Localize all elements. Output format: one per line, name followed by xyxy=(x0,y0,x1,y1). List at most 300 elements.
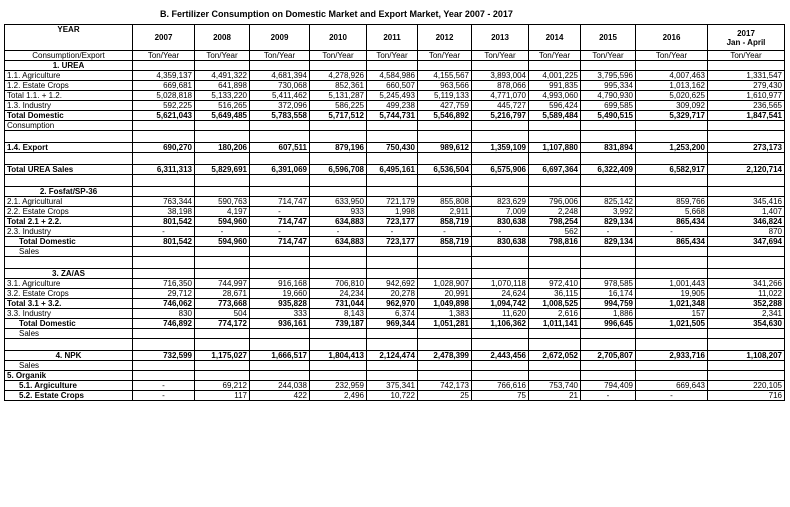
value-cell xyxy=(367,121,418,131)
row-label: 4. NPK xyxy=(5,351,133,361)
value-cell xyxy=(636,247,708,257)
table-row xyxy=(5,279,785,289)
value-cell: 4,790,930 xyxy=(581,91,636,101)
value-cell xyxy=(636,175,708,187)
value-cell xyxy=(472,371,529,381)
value-cell: 732,599 xyxy=(133,351,195,361)
table-row xyxy=(5,309,785,319)
value-cell: 4,155,567 xyxy=(418,71,472,81)
value-cell xyxy=(472,153,529,165)
row-label: 5. Organik xyxy=(5,371,133,381)
value-cell: 5,546,892 xyxy=(418,111,472,121)
value-cell: 823,629 xyxy=(472,197,529,207)
row-label: Total Domestic xyxy=(5,111,133,121)
value-cell: - xyxy=(133,381,195,391)
year-cell xyxy=(708,25,785,51)
value-cell: 714,747 xyxy=(250,197,310,207)
value-cell xyxy=(529,339,581,351)
value-cell: 6,536,504 xyxy=(418,165,472,175)
value-cell: 6,374 xyxy=(367,309,418,319)
fertilizer-table xyxy=(4,24,785,401)
value-cell: 1,106,362 xyxy=(472,319,529,329)
value-cell: 6,322,409 xyxy=(581,165,636,175)
value-cell xyxy=(529,257,581,269)
value-cell: - xyxy=(581,391,636,401)
table-row xyxy=(5,153,785,165)
value-cell xyxy=(133,339,195,351)
value-cell: 4,584,986 xyxy=(367,71,418,81)
value-cell xyxy=(472,175,529,187)
value-cell: 1,804,413 xyxy=(310,351,367,361)
value-cell: 634,883 xyxy=(310,237,367,247)
value-cell xyxy=(133,269,195,279)
value-cell xyxy=(472,269,529,279)
value-cell: 5,020,625 xyxy=(636,91,708,101)
value-cell: - xyxy=(133,227,195,237)
value-cell: 1,175,027 xyxy=(195,351,250,361)
value-cell: 5,783,558 xyxy=(250,111,310,121)
value-cell xyxy=(133,61,195,71)
value-cell: 1,021,505 xyxy=(636,319,708,329)
value-cell: 1,107,880 xyxy=(529,143,581,153)
value-cell: 499,238 xyxy=(367,101,418,111)
row-label: Total Domestic xyxy=(5,319,133,329)
value-cell: 24,624 xyxy=(472,289,529,299)
value-cell xyxy=(636,61,708,71)
table-row xyxy=(5,319,785,329)
value-cell: 3,893,004 xyxy=(472,71,529,81)
value-cell: 825,142 xyxy=(581,197,636,207)
value-cell: 714,747 xyxy=(250,217,310,227)
value-cell: 180,206 xyxy=(195,143,250,153)
value-cell xyxy=(310,61,367,71)
value-cell: 445,727 xyxy=(472,101,529,111)
value-cell xyxy=(133,257,195,269)
value-cell: 7,009 xyxy=(472,207,529,217)
value-cell: 427,759 xyxy=(418,101,472,111)
value-cell: 1,359,109 xyxy=(472,143,529,153)
row-label: 5.1. Argiculture xyxy=(5,381,133,391)
value-cell xyxy=(195,257,250,269)
value-cell xyxy=(133,153,195,165)
value-cell xyxy=(310,371,367,381)
value-cell: 801,542 xyxy=(133,217,195,227)
value-cell: 5,028,818 xyxy=(133,91,195,101)
value-cell xyxy=(472,361,529,371)
value-cell xyxy=(367,257,418,269)
value-cell: - xyxy=(133,391,195,401)
value-cell: 858,719 xyxy=(418,237,472,247)
value-cell xyxy=(310,269,367,279)
unit-cell: Ton/Year xyxy=(529,51,581,61)
value-cell: 773,668 xyxy=(195,299,250,309)
value-cell xyxy=(708,175,785,187)
value-cell: 933 xyxy=(310,207,367,217)
value-cell: 6,391,069 xyxy=(250,165,310,175)
value-cell: 592,225 xyxy=(133,101,195,111)
table-row xyxy=(5,111,785,121)
value-cell: 1,094,742 xyxy=(472,299,529,309)
value-cell: 590,763 xyxy=(195,197,250,207)
value-cell xyxy=(708,131,785,143)
table-row xyxy=(5,237,785,247)
value-cell xyxy=(250,153,310,165)
value-cell xyxy=(708,269,785,279)
value-cell xyxy=(708,361,785,371)
value-cell: 5,490,515 xyxy=(581,111,636,121)
value-cell xyxy=(195,131,250,143)
value-cell: 4,681,394 xyxy=(250,71,310,81)
value-cell: 4,278,926 xyxy=(310,71,367,81)
row-label xyxy=(5,339,133,351)
value-cell: 516,265 xyxy=(195,101,250,111)
value-cell xyxy=(418,247,472,257)
unit-cell: Ton/Year xyxy=(636,51,708,61)
value-cell: 36,115 xyxy=(529,289,581,299)
value-cell: 5,649,485 xyxy=(195,111,250,121)
year-header: YEAR xyxy=(5,25,133,51)
value-cell: 641,898 xyxy=(195,81,250,91)
value-cell xyxy=(250,187,310,197)
value-cell: 5,829,691 xyxy=(195,165,250,175)
value-cell: - xyxy=(250,227,310,237)
value-cell xyxy=(133,361,195,371)
value-cell: 865,434 xyxy=(636,237,708,247)
value-cell xyxy=(636,153,708,165)
value-cell xyxy=(250,131,310,143)
value-cell: 699,585 xyxy=(581,101,636,111)
value-cell: 372,096 xyxy=(250,101,310,111)
value-cell xyxy=(418,339,472,351)
value-cell: 594,960 xyxy=(195,217,250,227)
value-cell: 117 xyxy=(195,391,250,401)
value-cell: 5,131,287 xyxy=(310,91,367,101)
table-row xyxy=(5,299,785,309)
value-cell: 5,717,512 xyxy=(310,111,367,121)
value-cell: - xyxy=(250,207,310,217)
table-row xyxy=(5,207,785,217)
value-cell: 690,270 xyxy=(133,143,195,153)
value-cell xyxy=(472,247,529,257)
value-cell xyxy=(529,247,581,257)
value-cell xyxy=(636,269,708,279)
value-cell xyxy=(367,187,418,197)
value-cell xyxy=(310,329,367,339)
table-row xyxy=(5,143,785,153)
value-cell: 5,411,462 xyxy=(250,91,310,101)
value-cell xyxy=(418,257,472,269)
row-label: Total UREA Sales xyxy=(5,165,133,175)
value-cell: 1,253,200 xyxy=(636,143,708,153)
value-cell: 794,409 xyxy=(581,381,636,391)
unit-cell: Ton/Year xyxy=(708,51,785,61)
table-row xyxy=(5,121,785,131)
value-cell: 2,248 xyxy=(529,207,581,217)
row-label: 5.2. Estate Crops xyxy=(5,391,133,401)
value-cell xyxy=(195,247,250,257)
row-label xyxy=(5,257,133,269)
value-cell: 3,795,596 xyxy=(581,71,636,81)
value-cell: 75 xyxy=(472,391,529,401)
value-cell: 739,187 xyxy=(310,319,367,329)
row-label: 3. ZA/AS xyxy=(5,269,133,279)
value-cell xyxy=(310,339,367,351)
value-cell: 4,491,322 xyxy=(195,71,250,81)
value-cell: 1,021,348 xyxy=(636,299,708,309)
value-cell: 4,007,463 xyxy=(636,71,708,81)
value-cell: 942,692 xyxy=(367,279,418,289)
value-cell: 852,361 xyxy=(310,81,367,91)
value-cell xyxy=(472,61,529,71)
year-cell: 2011 xyxy=(367,25,418,51)
value-cell xyxy=(195,371,250,381)
row-label: 1.2. Estate Crops xyxy=(5,81,133,91)
value-cell: 972,410 xyxy=(529,279,581,289)
value-cell: 716,350 xyxy=(133,279,195,289)
value-cell: 2,478,399 xyxy=(418,351,472,361)
value-cell: 5,589,484 xyxy=(529,111,581,121)
value-cell: 978,585 xyxy=(581,279,636,289)
value-cell xyxy=(250,371,310,381)
value-cell xyxy=(636,187,708,197)
value-cell xyxy=(708,329,785,339)
table-row xyxy=(5,61,785,71)
row-label: Total 2.1 + 2.2. xyxy=(5,217,133,227)
value-cell xyxy=(367,361,418,371)
value-cell: 21 xyxy=(529,391,581,401)
table-row xyxy=(5,187,785,197)
value-cell xyxy=(133,371,195,381)
value-cell: 4,993,060 xyxy=(529,91,581,101)
value-cell: 830,638 xyxy=(472,217,529,227)
row-label: Sales xyxy=(5,329,133,339)
value-cell xyxy=(581,339,636,351)
value-cell xyxy=(472,339,529,351)
value-cell xyxy=(250,269,310,279)
row-label xyxy=(5,131,133,143)
value-cell xyxy=(195,153,250,165)
value-cell: 763,344 xyxy=(133,197,195,207)
value-cell: 1,998 xyxy=(367,207,418,217)
value-cell: 2,911 xyxy=(418,207,472,217)
value-cell xyxy=(418,269,472,279)
value-cell: - xyxy=(418,227,472,237)
row-label: Consumption xyxy=(5,121,133,131)
value-cell xyxy=(581,131,636,143)
value-cell: 994,759 xyxy=(581,299,636,309)
value-cell: - xyxy=(636,227,708,237)
value-cell: - xyxy=(581,227,636,237)
value-cell: 347,694 xyxy=(708,237,785,247)
value-cell: 723,177 xyxy=(367,217,418,227)
value-cell xyxy=(418,61,472,71)
value-cell: 858,719 xyxy=(418,217,472,227)
row-label xyxy=(5,175,133,187)
value-cell: 220,105 xyxy=(708,381,785,391)
value-cell: 1,383 xyxy=(418,309,472,319)
value-cell: 633,950 xyxy=(310,197,367,207)
value-cell: 4,771,070 xyxy=(472,91,529,101)
value-cell: 1,008,525 xyxy=(529,299,581,309)
value-cell xyxy=(529,175,581,187)
value-cell: - xyxy=(472,227,529,237)
row-label: Total 1.1. + 1.2. xyxy=(5,91,133,101)
value-cell: 721,179 xyxy=(367,197,418,207)
table-row xyxy=(5,329,785,339)
table-row xyxy=(5,339,785,351)
value-cell: 20,991 xyxy=(418,289,472,299)
table-row xyxy=(5,381,785,391)
value-cell: 669,643 xyxy=(636,381,708,391)
value-cell xyxy=(636,361,708,371)
value-cell: 4,001,225 xyxy=(529,71,581,81)
table-row xyxy=(5,197,785,207)
value-cell: 16,174 xyxy=(581,289,636,299)
value-cell: 798,816 xyxy=(529,237,581,247)
value-cell: - xyxy=(636,391,708,401)
value-cell xyxy=(195,61,250,71)
value-cell: 742,173 xyxy=(418,381,472,391)
value-cell: 753,740 xyxy=(529,381,581,391)
value-cell: 594,960 xyxy=(195,237,250,247)
value-cell xyxy=(367,371,418,381)
unit-row xyxy=(5,51,785,61)
value-cell xyxy=(418,131,472,143)
table-row xyxy=(5,81,785,91)
row-label-header: Consumption/Export xyxy=(5,51,133,61)
value-cell: 963,566 xyxy=(418,81,472,91)
value-cell: 1,407 xyxy=(708,207,785,217)
value-cell: 607,511 xyxy=(250,143,310,153)
value-cell: 10,722 xyxy=(367,391,418,401)
table-row xyxy=(5,269,785,279)
table-row xyxy=(5,289,785,299)
year-cell: 2014 xyxy=(529,25,581,51)
value-cell: 878,066 xyxy=(472,81,529,91)
value-cell xyxy=(418,153,472,165)
value-cell: 989,612 xyxy=(418,143,472,153)
year-cell: 2013 xyxy=(472,25,529,51)
value-cell: 2,341 xyxy=(708,309,785,319)
value-cell xyxy=(529,371,581,381)
year-label: 2017 xyxy=(737,28,755,38)
value-cell: 801,542 xyxy=(133,237,195,247)
value-cell: 634,883 xyxy=(310,217,367,227)
value-cell: 6,311,313 xyxy=(133,165,195,175)
value-cell xyxy=(472,187,529,197)
value-cell xyxy=(310,121,367,131)
value-cell: 273,173 xyxy=(708,143,785,153)
value-cell xyxy=(367,61,418,71)
value-cell: 422 xyxy=(250,391,310,401)
row-label: 1.3. Industry xyxy=(5,101,133,111)
value-cell: 1,886 xyxy=(581,309,636,319)
value-cell: 28,671 xyxy=(195,289,250,299)
value-cell: 586,225 xyxy=(310,101,367,111)
row-label: 1.4. Export xyxy=(5,143,133,153)
value-cell: 309,092 xyxy=(636,101,708,111)
table-row xyxy=(5,227,785,237)
unit-cell: Ton/Year xyxy=(195,51,250,61)
value-cell: 244,038 xyxy=(250,381,310,391)
value-cell xyxy=(529,361,581,371)
value-cell: 2,496 xyxy=(310,391,367,401)
value-cell: 831,894 xyxy=(581,143,636,153)
value-cell: 6,575,906 xyxy=(472,165,529,175)
value-cell: 865,434 xyxy=(636,217,708,227)
value-cell xyxy=(418,121,472,131)
value-cell: 830,638 xyxy=(472,237,529,247)
table-row xyxy=(5,175,785,187)
value-cell xyxy=(133,329,195,339)
table-row xyxy=(5,71,785,81)
value-cell xyxy=(310,131,367,143)
year-cell: 2012 xyxy=(418,25,472,51)
value-cell: 829,134 xyxy=(581,217,636,227)
table-row xyxy=(5,91,785,101)
value-cell: 5,133,220 xyxy=(195,91,250,101)
value-cell xyxy=(133,131,195,143)
value-cell: 2,120,714 xyxy=(708,165,785,175)
row-label: 1.1. Agriculture xyxy=(5,71,133,81)
value-cell: 4,359,137 xyxy=(133,71,195,81)
value-cell: 916,168 xyxy=(250,279,310,289)
value-cell: 750,430 xyxy=(367,143,418,153)
table-row xyxy=(5,247,785,257)
value-cell: 730,068 xyxy=(250,81,310,91)
value-cell: 5,329,717 xyxy=(636,111,708,121)
value-cell: 2,672,052 xyxy=(529,351,581,361)
value-cell xyxy=(636,339,708,351)
value-cell: 5,245,493 xyxy=(367,91,418,101)
value-cell xyxy=(250,61,310,71)
row-label: 3.1. Agriculture xyxy=(5,279,133,289)
year-cell: 2009 xyxy=(250,25,310,51)
value-cell: 354,630 xyxy=(708,319,785,329)
value-cell xyxy=(195,121,250,131)
value-cell: 6,596,708 xyxy=(310,165,367,175)
value-cell: 746,062 xyxy=(133,299,195,309)
value-cell: 936,161 xyxy=(250,319,310,329)
unit-cell: Ton/Year xyxy=(310,51,367,61)
value-cell: 562 xyxy=(529,227,581,237)
value-cell xyxy=(581,121,636,131)
value-cell: 744,997 xyxy=(195,279,250,289)
value-cell: 1,666,517 xyxy=(250,351,310,361)
value-cell: 798,254 xyxy=(529,217,581,227)
value-cell: 504 xyxy=(195,309,250,319)
value-cell: 5,668 xyxy=(636,207,708,217)
row-label: 3.2. Estate Crops xyxy=(5,289,133,299)
value-cell: 38,198 xyxy=(133,207,195,217)
value-cell: 346,824 xyxy=(708,217,785,227)
value-cell: 19,905 xyxy=(636,289,708,299)
year-cell: 2008 xyxy=(195,25,250,51)
value-cell: 879,196 xyxy=(310,143,367,153)
value-cell: 236,565 xyxy=(708,101,785,111)
value-cell xyxy=(133,121,195,131)
value-cell: 731,044 xyxy=(310,299,367,309)
value-cell: 716 xyxy=(708,391,785,401)
value-cell: 830 xyxy=(133,309,195,319)
value-cell: 723,177 xyxy=(367,237,418,247)
row-label: 2.3. Industry xyxy=(5,227,133,237)
value-cell: 660,507 xyxy=(367,81,418,91)
value-cell xyxy=(195,339,250,351)
value-cell xyxy=(581,175,636,187)
value-cell xyxy=(708,339,785,351)
row-label: Total Domestic xyxy=(5,237,133,247)
